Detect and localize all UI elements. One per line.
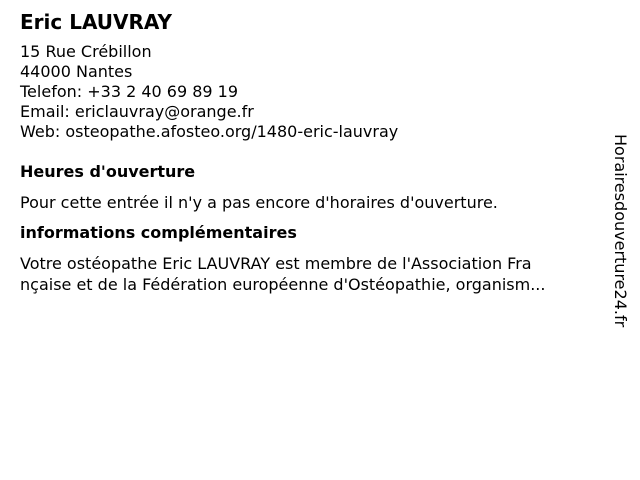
- opening-hours-heading: Heures d'ouverture: [20, 162, 196, 181]
- opening-hours-line: Pour cette entrée il n'y a pas encore d'horaires d'ouverture.: [20, 193, 498, 212]
- phone-line: Telefon: +33 2 40 69 89 19: [20, 82, 239, 101]
- additional-info-line-1: Votre ostéopathe Eric LAUVRAY est membre de l'Association Fra: [20, 254, 532, 273]
- email-line: Email: ericlauvray@orange.fr: [20, 102, 254, 121]
- address-city: 44000 Nantes: [20, 62, 133, 81]
- site-name: Horairesdouverture24.fr: [611, 134, 630, 328]
- address-street: 15 Rue Crébillon: [20, 42, 152, 61]
- additional-info-heading: informations complémentaires: [20, 223, 297, 242]
- business-name: Eric LAUVRAY: [20, 10, 172, 34]
- business-card: [20, 10, 600, 295]
- additional-info-text: [20, 253, 595, 295]
- opening-hours-text: [20, 192, 595, 213]
- additional-info-line-2: nçaise et de la Fédération européenne d'Ostéopathie, organism...: [20, 275, 546, 294]
- website-line: Web: osteopathe.afosteo.org/1480-eric-lauvray: [20, 122, 399, 141]
- site-watermark: [610, 134, 630, 345]
